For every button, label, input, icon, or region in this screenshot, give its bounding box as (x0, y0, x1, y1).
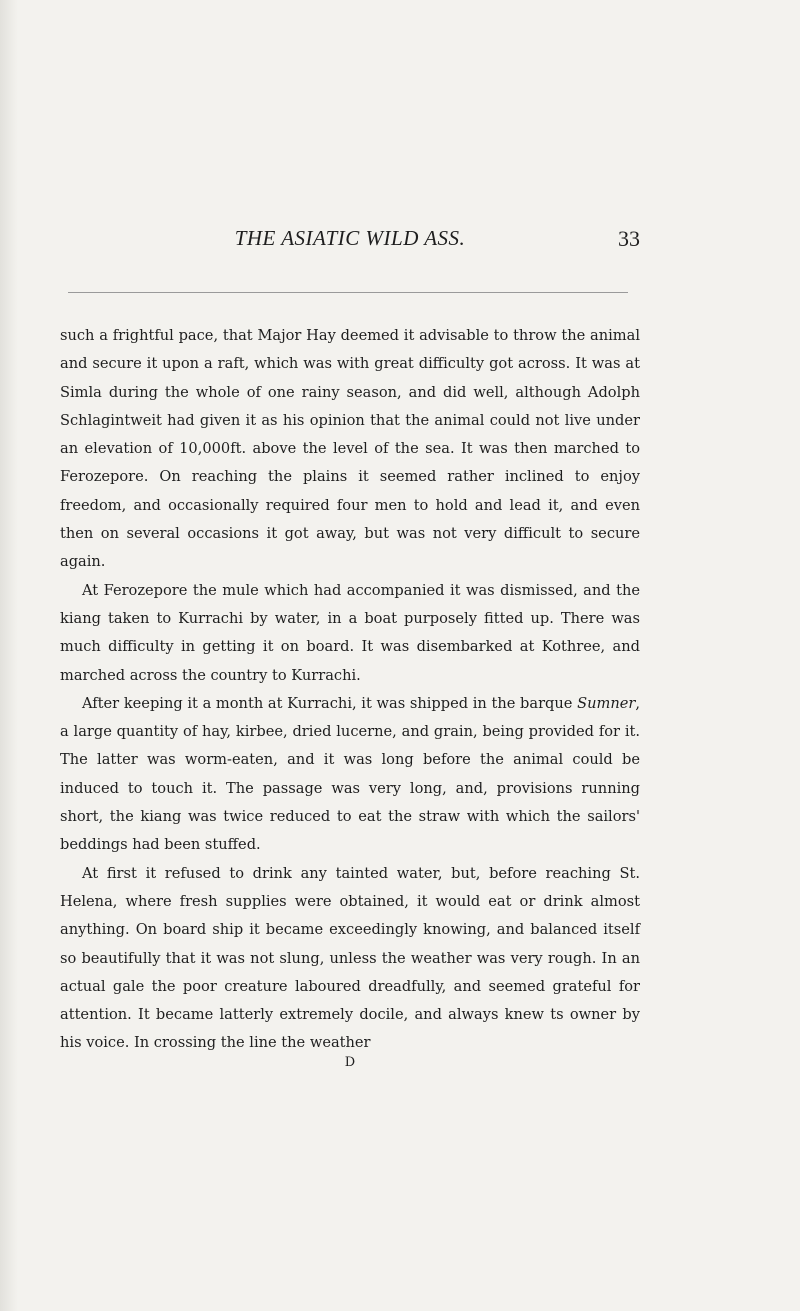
page-number: 33 (618, 226, 640, 251)
paragraph-3-start: After keeping it a month at Kurrachi, it was shipped in the barque (82, 694, 578, 712)
paragraph-3 (60, 690, 640, 860)
paragraph-3-end: , a large quantity of hay, kirbee, dried lucerne, and grain, being provided for it. The latter was worm-eaten, and it was long before the animal could be induced to touch it. The passage was very long, and, provisions running short, the kiang was twice reduced to eat the straw with which the sailors' beddings had been stuffed. (60, 694, 640, 854)
header-rule (68, 292, 628, 293)
page-header (60, 226, 640, 266)
signature-mark: D (344, 1055, 356, 1070)
body-text (60, 322, 640, 1058)
paragraph-4: At first it refused to drink any tainted water, but, before reaching St. Helena, where fresh supplies were obtained, it would eat or drink almost anything. On board ship it became exceedingly knowing, and balanced itself so beautifully that it was not slung, unless the weather was very rough. In an actual gale the poor creature laboured dreadfully, and seemed grateful for attention. It became latterly extremely docile, and always knew ts owner by his voice. In crossing the line the weather (60, 864, 640, 1052)
ship-name: Sumner (577, 694, 636, 712)
paragraph-1: such a frightful pace, that Major Hay deemed it advisable to throw the animal and secure it upon a raft, which was with great difficulty got across. It was at Simla during the whole of one rainy season, and did well, although Adolph Schlagintweit had given it as his opinion that the animal could not live under an elevation of 10,000ft. above the level of the sea. It was then marched to Ferozepore. On reaching the plains it seemed rather inclined to enjoy freedom, and occasionally required four men to hold and lead it, and even then on several occasions it got away, but was not very difficult to secure again. (60, 327, 640, 571)
paragraph-2: At Ferozepore the mule which had accompanied it was dismissed, and the kiang taken to Kurrachi by water, in a boat purposely fitted up. There was much difficulty in getting it on board. It was disembarked at Kothree, and marched across the country to Kurrachi. (60, 581, 640, 684)
page-edge-shadow (0, 0, 18, 1311)
running-title: THE ASIATIC WILD ASS. (234, 226, 466, 250)
